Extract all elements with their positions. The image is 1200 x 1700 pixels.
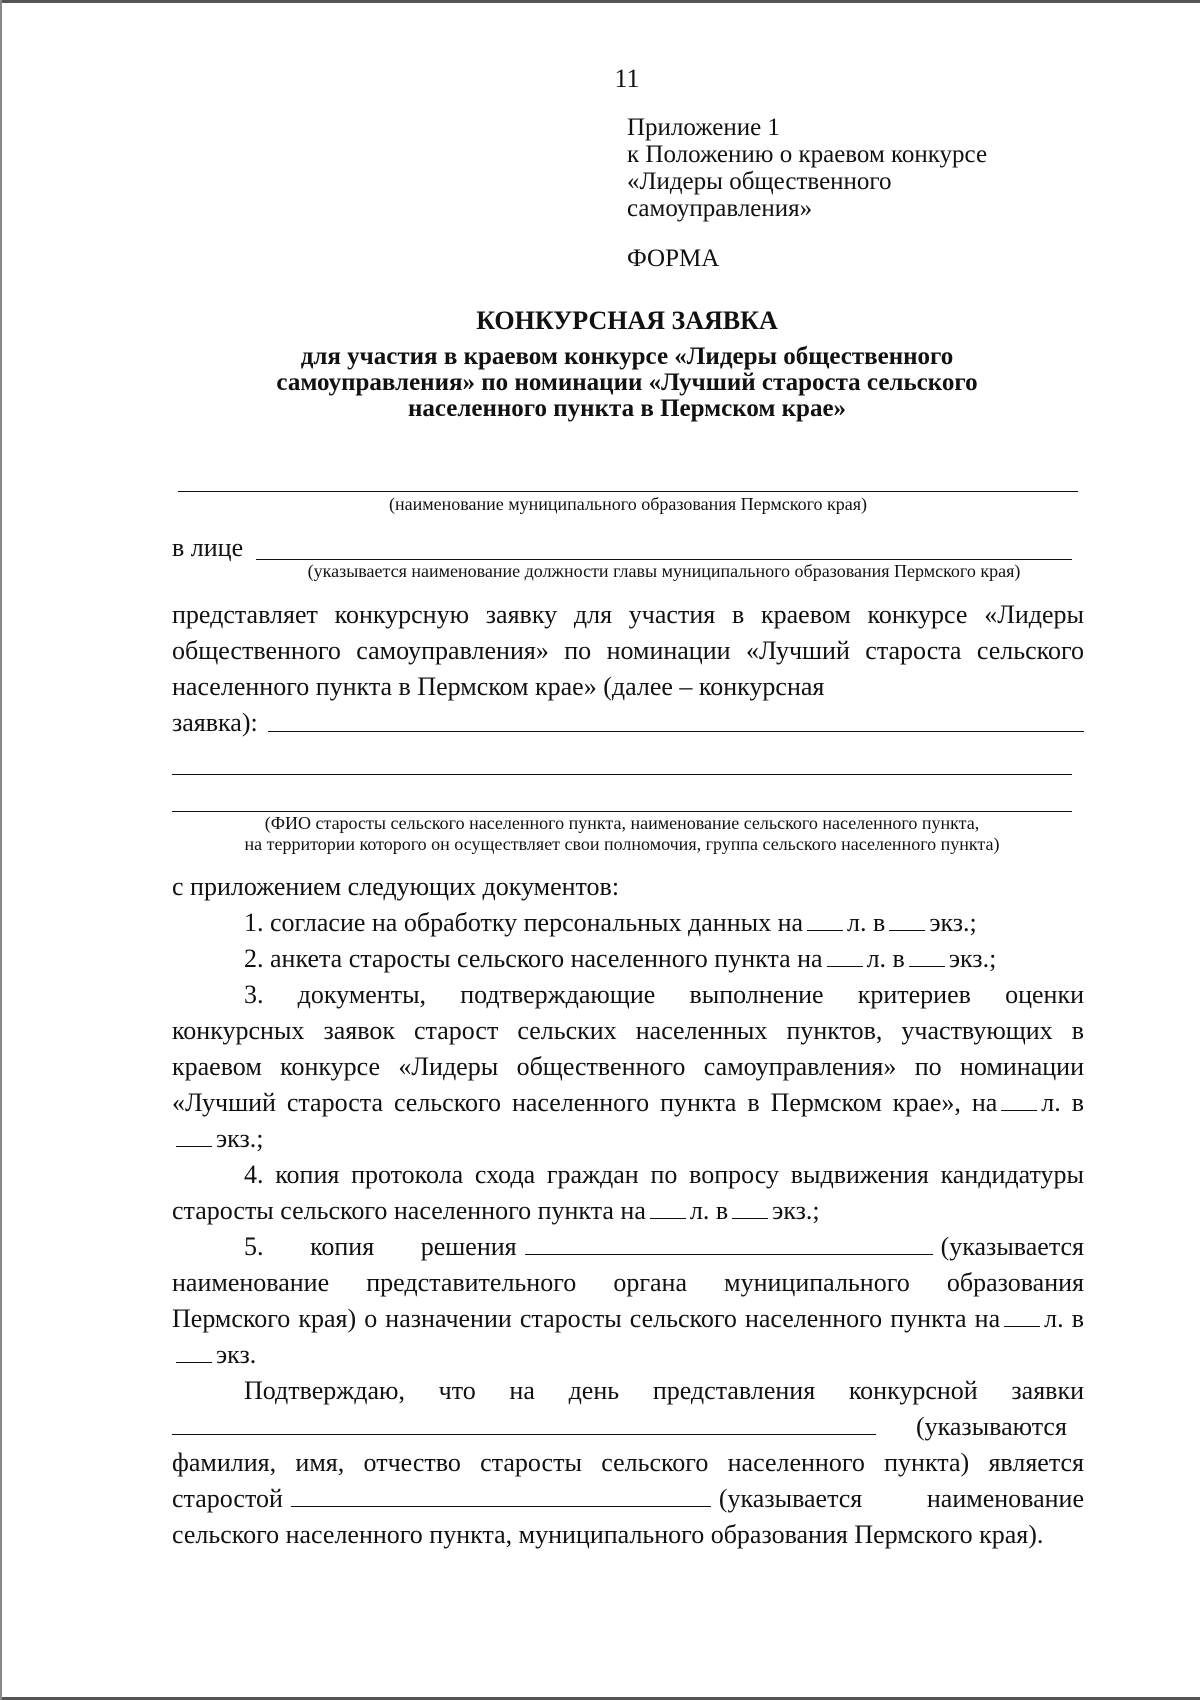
doc-item-1 <box>172 905 1084 941</box>
doc-text: 5. копия решения <box>244 1232 517 1261</box>
sheets-blank[interactable] <box>1001 1088 1037 1111</box>
scan-edge-left <box>0 0 2 1700</box>
doc-text: 3. документы, подтверждающие выполнение критериев оценки конкурсных заявок старост сельских населенных пунктов, участвующих в краевом конкурсе «Лидеры общественного самоуправления» по номинации «Лучший староста сельского населенного пункта в Пермском крае», на <box>172 980 1084 1117</box>
intro-last-word: заявка): <box>172 708 258 737</box>
subtitle-line: самоуправления» по номинации «Лучший староста сельского <box>276 369 978 396</box>
doc-text: 1. согласие на обработку персональных данных на <box>244 908 804 937</box>
in-person-label: в лице <box>172 533 244 562</box>
head-position-blank-line[interactable] <box>256 559 1072 560</box>
municipality-caption: (наименование муниципального образования Пермского края) <box>388 494 868 514</box>
doc-item-3 <box>172 977 1084 1157</box>
doc-text: 2. анкета старосты сельского населенного пункта на <box>244 944 823 973</box>
elder-fio-blank[interactable] <box>172 1412 876 1435</box>
scan-edge-top <box>0 0 1200 3</box>
sheets-blank[interactable] <box>650 1196 686 1219</box>
doc-text: 4. копия протокола схода граждан по вопросу выдвижения кандидатуры старосты сельского населенного пункта на <box>172 1160 1084 1225</box>
appendix-line: к Положению о краевом конкурсе <box>627 141 988 168</box>
appendix-line: Приложение 1 <box>627 114 780 141</box>
appendix-reference <box>627 114 987 222</box>
doc-end: экз. <box>216 1340 257 1369</box>
page-number: 11 <box>614 64 640 93</box>
application-blank-1[interactable] <box>268 731 1084 732</box>
doc-text: (указывается наименование представительного органа муниципального образования Пермского края) о назначении старосты сельского населенного пункта на <box>172 1232 1084 1333</box>
copies-blank[interactable] <box>889 908 925 931</box>
application-blank-2[interactable] <box>172 774 1072 775</box>
document-subtitle <box>172 344 1082 422</box>
confirm-fio-hint: (указываются фамилия, имя, отчество старосты сельского населенного пункта) является старостой <box>172 1412 1084 1513</box>
doc-item-2 <box>172 941 1084 977</box>
confirmation-paragraph <box>172 1373 1084 1553</box>
settlement-blank[interactable] <box>291 1484 711 1507</box>
confirm-text: Подтверждаю, что на день представления конкурсной заявки <box>244 1376 1084 1405</box>
doc-end: экз.; <box>948 944 997 973</box>
doc-end: экз.; <box>216 1124 264 1153</box>
intro-text: представляет конкурсную заявку для участия в краевом конкурсе «Лидеры общественного самоуправления» по номинации «Лучший староста сельского населенного пункта в Пермском крае» (далее – конкурсная <box>172 600 1084 701</box>
doc-mid: л. в <box>847 908 886 937</box>
doc-mid: л. в <box>1041 1088 1084 1117</box>
head-position-caption: (указывается наименование должности главы муниципального образования Пермского края) <box>307 561 1021 581</box>
form-label: ФОРМА <box>627 245 720 272</box>
copies-blank[interactable] <box>732 1196 768 1219</box>
appendix-line: самоуправления» <box>627 195 813 222</box>
sheets-blank[interactable] <box>827 944 863 967</box>
fio-caption-line: на территории которого он осуществляет свои полномочия, группа сельского населенного пункта) <box>244 834 1000 854</box>
doc-end: экз.; <box>772 1196 820 1225</box>
sheets-blank[interactable] <box>807 908 843 931</box>
confirm-settlement-hint: (указывается наименование сельского населенного пункта, муниципального образования Пермского края). <box>172 1484 1084 1549</box>
copies-blank[interactable] <box>909 944 945 967</box>
doc-item-4 <box>172 1157 1084 1229</box>
subtitle-line: для участия в краевом конкурсе «Лидеры общественного <box>300 343 954 370</box>
decision-blank[interactable] <box>525 1232 933 1255</box>
subtitle-line: населенного пункта в Пермском крае» <box>407 395 847 422</box>
doc-item-5 <box>172 1229 1084 1373</box>
document-title: КОНКУРСНАЯ ЗАЯВКА <box>476 306 778 335</box>
doc-mid: л. в <box>689 1196 729 1225</box>
application-blank-3[interactable] <box>172 811 1072 812</box>
intro-paragraph <box>172 597 1084 741</box>
municipality-blank-line[interactable] <box>178 491 1078 492</box>
documents-list <box>172 905 1084 1553</box>
doc-mid: л. в <box>1044 1304 1084 1333</box>
fio-caption <box>172 813 1072 855</box>
fio-caption-line: (ФИО старосты сельского населенного пункта, наименование сельского населенного пункта, <box>264 813 980 833</box>
sheets-blank[interactable] <box>1004 1304 1040 1327</box>
copies-blank[interactable] <box>176 1124 212 1147</box>
intro-last-line <box>172 705 1084 741</box>
doc-mid: л. в <box>866 944 905 973</box>
documents-intro: с приложением следующих документов: <box>172 872 620 901</box>
copies-blank[interactable] <box>176 1340 212 1363</box>
appendix-line: «Лидеры общественного <box>627 168 892 195</box>
doc-end: экз.; <box>929 908 977 937</box>
